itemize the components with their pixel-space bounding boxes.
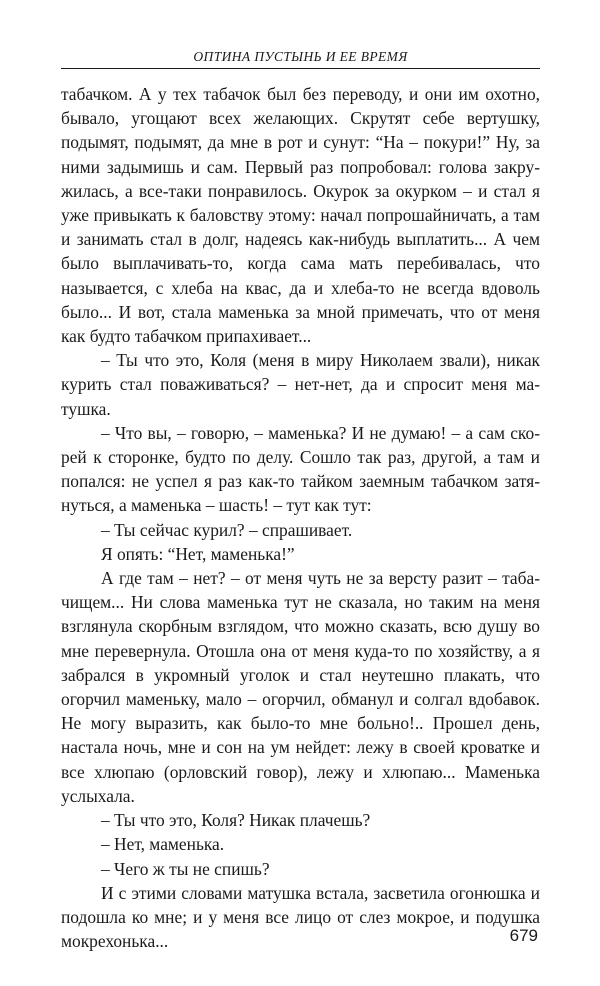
paragraph: А где там – нет? – от меня чуть не за версту разит – табачищем... Ни слова маменька тут не сказала, но таким на меня взглянула скорбным взглядом, что можно сказать, всю душу во мне перевернула. Отошла она от меня куда-то по хозяйству, а я забрался в укромный уголок и стал неутешно плакать, что огорчил маменьку, мало – огорчил, обманул и солгал вдобавок. Не могу выразить, как было-то мне больно!.. Прошел день, настала ночь, мне и сон на ум нейдет: лежу в своей кроватке и все хлюпаю (орловский говор), лежу и хлюпаю... Маменька услыхала. [61, 568, 540, 806]
paragraph: И с этими словами матушка встала, засветила огонюшка и подошла ко мне; и у меня все лицо от слез мокрое, и подушка мокрехонька... [61, 882, 540, 952]
paragraph: Я опять: “Нет, маменька!” [101, 543, 295, 564]
paragraph: – Чего ж ты не спишь? [101, 858, 270, 879]
paragraph: – Что вы, – говорю, – маменька? И не думаю! – а сам скорей к сторонке, будто по делу. Сошло так раз, другой, а там и попался: не успел я раз как-то тайком заемным табачком затянуться, а маменька – шасть! – тут как тут: [61, 422, 540, 516]
header-rule [61, 68, 540, 69]
paragraph: – Ты что это, Коля? Никак плачешь? [101, 810, 371, 831]
paragraph: табачком. А у тех табачок был без переводу, и они им охотно, бывало, угощают всех желающих. Скрутят себе вертушку, подымят, подымят, да мне в рот и сунут: “На – покури!” Ну, за ними задымишь и сам. Первый раз попробовал: голова закружилась, а все-таки понравилось. Окурок за окурком – и стал я уже привыкать к баловству этому: начал попрошайничать, а там и занимать стал в долг, надеясь как-нибудь выплатить... А чем было выплачивать-то, когда сама мать перебивалась, что называется, с хлеба на квас, да и хлеба-то не всегда вдоволь было... И вот, стала маменька за мной примечать, что от меня как будто табачком припахивает... [61, 84, 540, 347]
running-head: ОПТИНА ПУСТЫНЬ И ЕЕ ВРЕМЯ [193, 49, 408, 64]
paragraph: – Ты сейчас курил? – спрашивает. [101, 519, 353, 540]
paragraph: – Нет, маменька. [101, 834, 225, 855]
page-number: 679 [509, 926, 538, 945]
main-text [61, 82, 540, 953]
paragraph: – Ты что это, Коля (меня в миру Николаем звали), никак курить стал поваживаться? – нет-нет, да и спросит меня матушка. [61, 350, 540, 419]
